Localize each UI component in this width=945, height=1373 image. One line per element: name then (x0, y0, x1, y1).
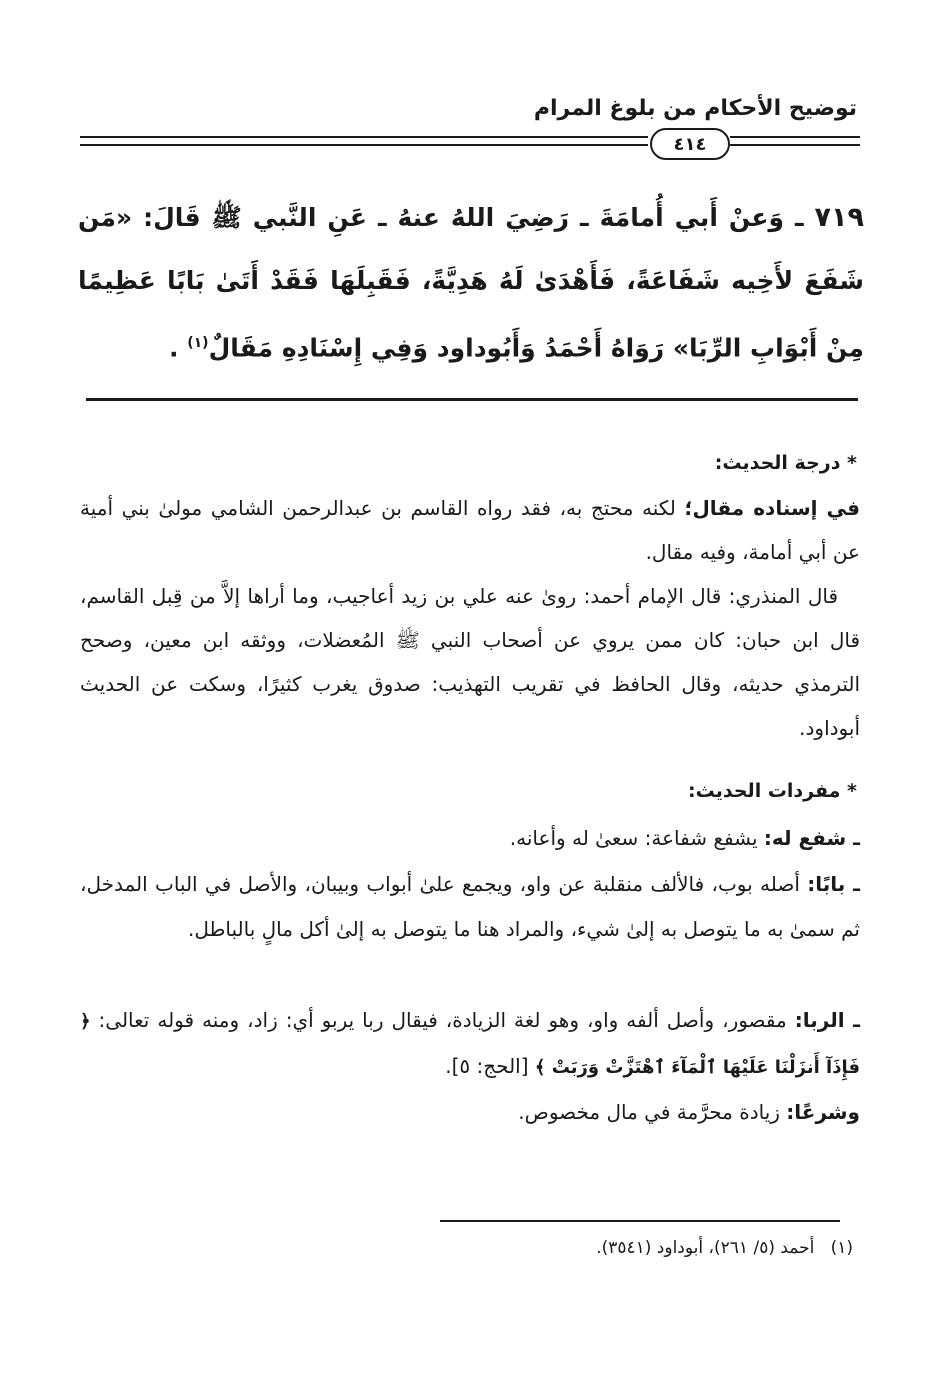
grade-heading: * درجة الحديث: (714, 452, 857, 474)
vocab-item-shafaa (80, 816, 860, 861)
footnote-text: أحمد (٥/ ٢٦١)، أبوداود (٣٥٤١). (596, 1238, 815, 1258)
grade-lead: في إسناده مقال؛ (684, 496, 861, 520)
hadith-end: . (169, 333, 188, 363)
footnote-number: (١) (830, 1238, 853, 1258)
quran-verse: ﴿ فَإِذَآ أَنزَلْنَا عَلَيْهَا ٱلْمَآءَ ٱهْتَزَّتْ وَرَبَتْ ﴾ (80, 1011, 860, 1078)
hadith-body: وَعنْ أَبي أُمامَةَ ـ رَضِيَ اللهُ عنهُ ـ عَنِ النَّبي ﷺ قَالَ: «مَن شَفَعَ لأَخِيه شَفَاعَةً، فَأَهْدَىٰ لَهُ هَدِيَّةً، فَقَبِلَهَا فَقَدْ أَتَىٰ بَابًا عَظِيمًا مِنْ أَبْوَابِ الرِّبَا» رَوَاهُ أَحْمَدُ وَأَبُوداود وَفِي إِسْنَادِهِ مَقَالٌ (78, 203, 864, 363)
quran-reference: [الحج: ٥]. (445, 1054, 535, 1078)
header-rules (80, 128, 860, 158)
header-rule-left-top (80, 136, 648, 138)
vocab-term: ـ الربا: (794, 1008, 860, 1032)
footnote-rule (440, 1220, 840, 1222)
vocab-term: ـ بابًا: (807, 872, 860, 896)
grade-paragraph-2: قال المنذري: قال الإمام أحمد: روىٰ عنه علي بن زيد أعاجيب، وما أراها إلاَّ من قِبل القاسم، قال ابن حبان: كان ممن يروي عن أصحاب النبي ﷺ المُعضلات، ووثقه ابن معين، وصحح الترمذي حديثه، وقال الحافظ في تقريب التهذيب: صدوق يغرب كثيرًا، وسكت عن الحديث أبوداود. (80, 584, 860, 740)
running-title: توضيح الأحكام من بلوغ المرام (533, 96, 857, 121)
grade-p1-rest: لكنه محتج به، فقد رواه القاسم بن عبدالرحمن الشامي مولىٰ بني أمية عن أبي أمامة، وفيه مقال. (80, 496, 860, 564)
hadith-footnote-ref: (١) (187, 335, 209, 351)
header-rule-left-bottom (80, 144, 648, 146)
vocab-heading: * مفردات الحديث: (688, 780, 857, 802)
hadith-separator (86, 398, 858, 401)
page-number: ٤١٤ (650, 128, 730, 160)
hadith-number-dash: ـ (795, 203, 804, 232)
header-rule-right-bottom (730, 144, 860, 146)
vocab-term: ـ شفع له: (763, 826, 860, 850)
vocab-definition: أصله بوب، فالألف منقلبة عن واو، ويجمع علىٰ أبواب وبيبان، والأصل في الباب المدخل، ثم سمىٰ به ما يتوصل به إلىٰ شيء، والمراد هنا ما يتوصل به إلىٰ أكل مالٍ بالباطل. (80, 872, 860, 941)
vocab-item-riba (80, 998, 860, 1090)
vocab-item-baban (80, 862, 860, 952)
grade-paragraph-1 (80, 486, 860, 574)
header-rule-right-top (730, 136, 860, 138)
hadith-text (78, 186, 864, 379)
vocab-item-sharan (80, 1090, 860, 1135)
footnote (596, 1238, 853, 1258)
hadith-number: ٧١٩ (814, 202, 864, 233)
vocab-term: وشرعًا: (786, 1100, 860, 1124)
vocab-definition: زيادة محرَّمة في مال مخصوص. (518, 1100, 787, 1124)
vocab-definition: مقصور، وأصل ألفه واو، وهو لغة الزيادة، فيقال ربا يربو أي: زاد، ومنه قوله تعالى: (90, 1008, 795, 1032)
vocab-definition: يشفع شفاعة: سعىٰ له وأعانه. (509, 826, 764, 850)
